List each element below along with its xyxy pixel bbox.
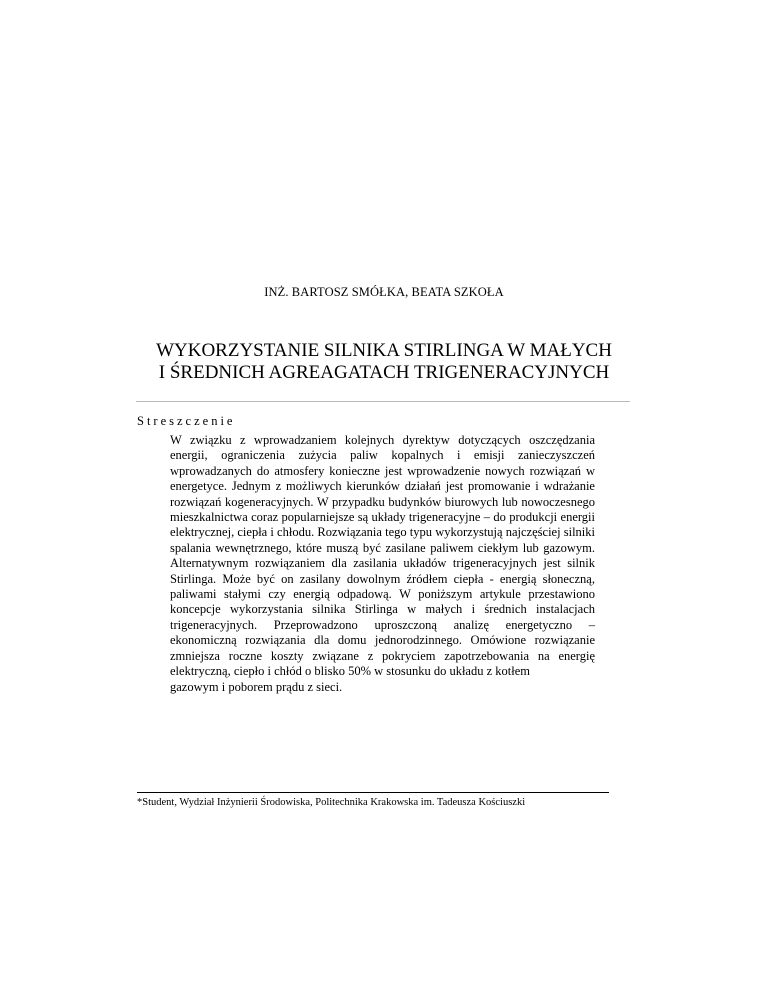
abstract-line: rozwiązań kogeneracyjnych. W przypadku budynków biurowych lub nowoczesnego xyxy=(170,494,595,509)
title-line-2: I ŚREDNICH AGREAGATACH TRIGENERACYJNYCH xyxy=(158,362,610,383)
abstract-line: elektryczną, ciepło i chłód o blisko 50% w stosunku do układu z kotłem xyxy=(170,664,530,679)
abstract-line: W związku z wprowadzaniem kolejnych dyrektyw dotyczących oszczędzania xyxy=(170,433,595,447)
abstract-line: zmniejsza roczne koszty związane z pokryciem zapotrzebowania na energię xyxy=(170,648,595,663)
abstract-line: spalania wewnętrznego, które muszą być zasilane paliwem ciekłym lub gazowym. xyxy=(170,540,595,555)
abstract-line: elektrycznej, ciepła i chłodu. Rozwiązania tego typu wykorzystują najczęściej silniki xyxy=(170,525,595,540)
abstract-line: wprowadzanych do atmosfery konieczne jest wprowadzenie nowych rozwiązań w xyxy=(170,463,595,478)
article-title xyxy=(0,340,768,384)
abstract-line: paliwami stałymi czy energią odpadową. W poniższym artykule przestawiono xyxy=(170,587,595,602)
abstract-line: mieszkalnictwa coraz popularniejsze są układy trigeneracyjne – do produkcji energii xyxy=(170,510,595,525)
abstract-line: koncepcje wykorzystania silnika Stirlinga w małych i średnich instalacjach xyxy=(170,602,595,617)
abstract-line: trigeneracyjnych. Przeprowadzono uproszczoną analizę energetyczno – xyxy=(170,617,595,632)
section-divider xyxy=(136,401,630,402)
footnote-rule xyxy=(137,792,609,793)
abstract-line: energii, ograniczenia zużycia paliw kopalnych i emisji zanieczyszczeń xyxy=(170,448,595,463)
abstract-line: energetyce. Jednym z możliwych kierunków działań jest promowanie i wdrażanie xyxy=(170,479,595,494)
abstract-line: ekonomiczną rozwiązania dla domu jednorodzinnego. Omówione rozwiązanie xyxy=(170,633,595,648)
abstract-body xyxy=(170,433,595,695)
abstract-line: gazowym i poborem prądu z sieci. xyxy=(170,679,343,694)
abstract-line: Alternatywnym rozwiązaniem dla zasilania układów trigeneracyjnych jest silnik xyxy=(170,556,595,571)
abstract-heading: Streszczenie xyxy=(137,414,236,428)
footnote: *Student, Wydział Inżynierii Środowiska, Politechnika Krakowska im. Tadeusza Kościuszki xyxy=(137,797,526,808)
abstract-line: Stirlinga. Może być on zasilany dowolnym źródłem ciepła - energią słoneczną, xyxy=(170,571,595,586)
title-line-1: WYKORZYSTANIE SILNIKA STIRLINGA W MAŁYCH xyxy=(156,340,612,361)
article-authors: INŻ. BARTOSZ SMÓŁKA, BEATA SZKOŁA xyxy=(264,285,504,299)
